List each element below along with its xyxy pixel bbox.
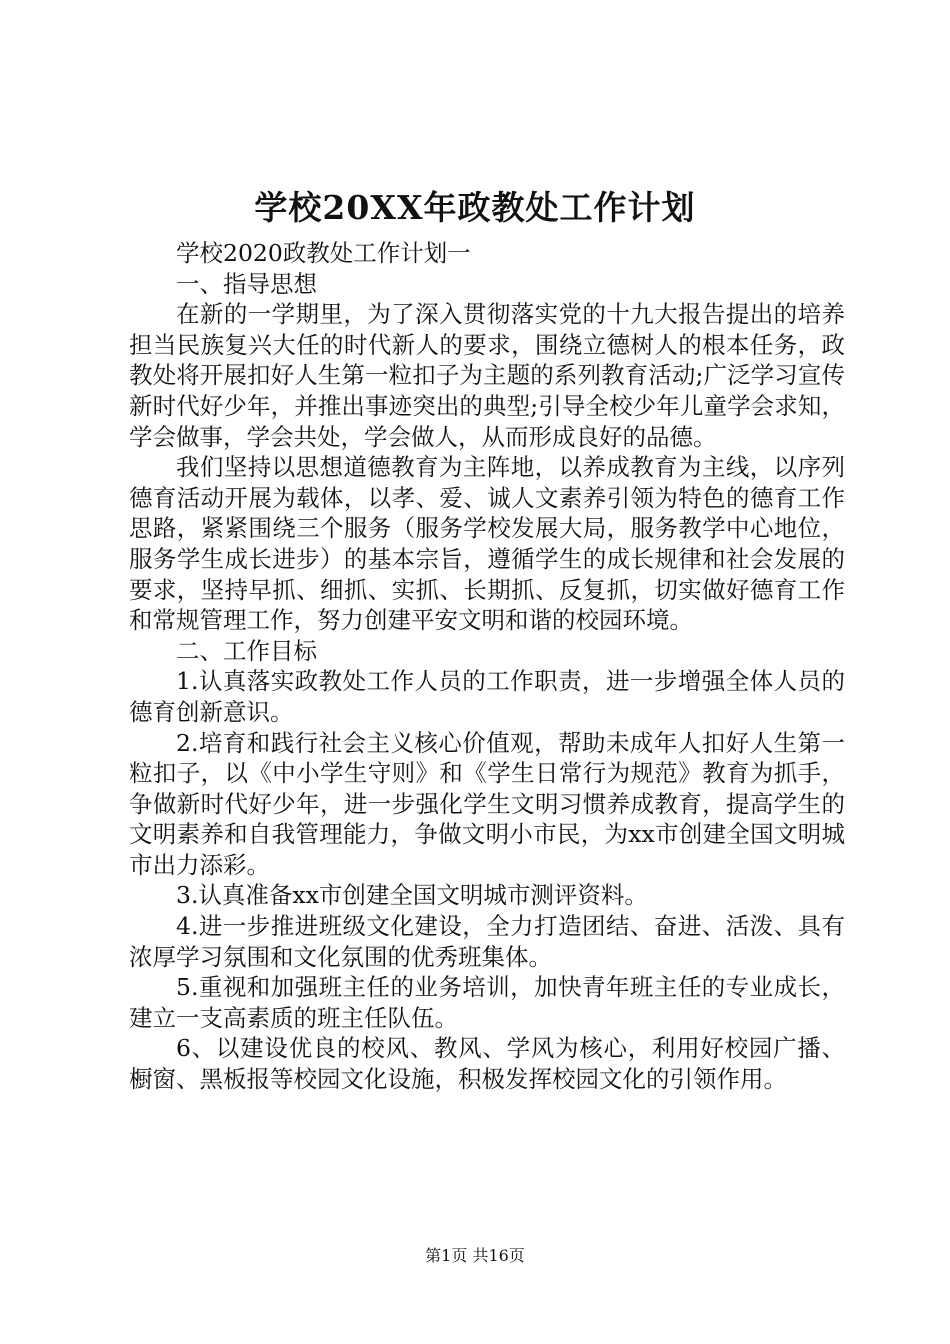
- paragraph-guiding-thought-1: 在新的一学期里，为了深入贯彻落实党的十九大报告提出的培养担当民族复兴大任的时代新人的要求，围绕立德树人的根本任务，政教处将开展扣好人生第一粒扣子为主题的系列教育活动;广泛学习宣传新时代好少年，并推出事迹突出的典型;引导全校少年儿童学会求知，学会做事，学会共处，学会做人，从而形成良好的品德。: [129, 300, 845, 451]
- section-heading-guiding-thought: 一、指导思想: [176, 269, 317, 298]
- goal-item-1: 1.认真落实政教处工作人员的工作职责，进一步增强全体人员的德育创新意识。: [129, 667, 845, 726]
- goal-item-4: 4.进一步推进班级文化建设，全力打造团结、奋进、活泼、具有浓厚学习氛围和文化氛围的优秀班集体。: [129, 912, 845, 971]
- goal-item-2: 2.培育和践行社会主义核心价值观，帮助未成年人扣好人生第一粒扣子，以《中小学生守则》和《学生日常行为规范》教育为抓手，争做新时代好少年，进一步强化学生文明习惯养成教育，提高学生的文明素养和自我管理能力，争做文明小市民，为xx市创建全国文明城市出力添彩。: [129, 728, 845, 879]
- goal-item-3: 3.认真准备xx市创建全国文明城市测评资料。: [176, 881, 648, 910]
- paragraph-guiding-thought-2: 我们坚持以思想道德教育为主阵地，以养成教育为主线，以序列德育活动开展为载体，以孝、爱、诚人文素养引领为特色的德育工作思路，紧紧围绕三个服务（服务学校发展大局，服务教学中心地位，服务学生成长进步）的基本宗旨，遵循学生的成长规律和社会发展的要求，坚持早抓、细抓、实抓、长期抓、反复抓，切实做好德育工作和常规管理工作，努力创建平安文明和谐的校园环境。: [129, 453, 845, 635]
- section-heading-work-goals: 二、工作目标: [176, 636, 317, 665]
- document-title: 学校20XX年政教处工作计划: [254, 188, 696, 227]
- goal-item-6: 6、以建设优良的校风、教风、学风为核心，利用好校园广播、橱窗、黑板报等校园文化设施，积极发挥校园文化的引领作用。: [129, 1034, 845, 1094]
- page-footer: 第1页 共16页: [425, 1246, 525, 1265]
- document-body: [129, 238, 845, 1095]
- goal-item-5: 5.重视和加强班主任的业务培训，加快青年班主任的专业成长，建立一支高素质的班主任队伍。: [129, 973, 845, 1032]
- section-subtitle: 学校2020政教处工作计划一: [176, 239, 471, 267]
